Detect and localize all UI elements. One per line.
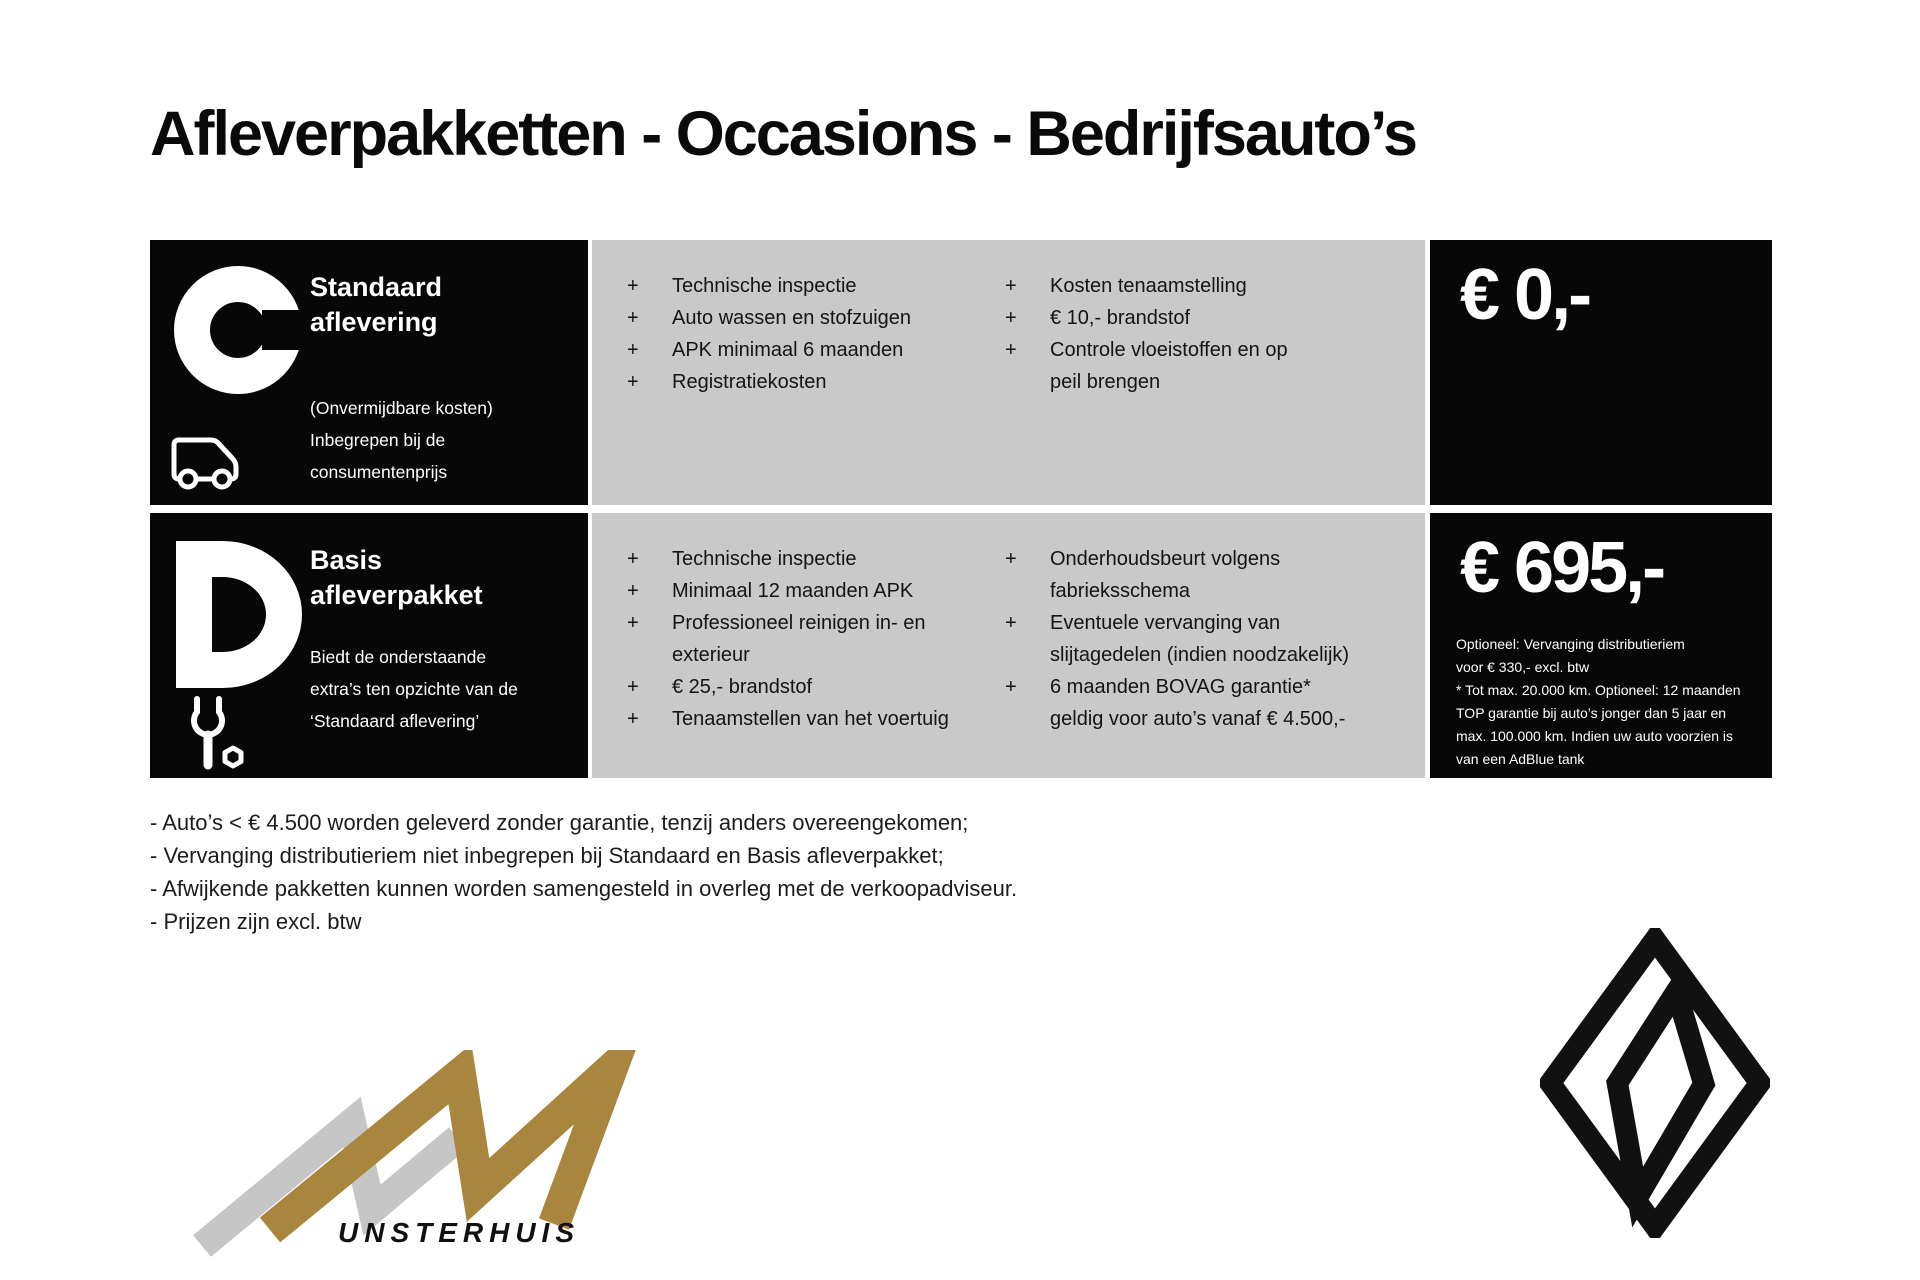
- description-line: ‘Standaard aflevering’: [310, 711, 480, 731]
- list-item: [1005, 270, 1402, 302]
- list-item: [1005, 607, 1402, 671]
- item-text: Registratiekosten: [672, 371, 827, 393]
- description-line: extra’s ten opzichte van de: [310, 679, 518, 699]
- package-row-basis: [150, 513, 1772, 778]
- package-row-standaard: [150, 240, 1772, 505]
- item-text: Kosten tenaamstelling: [1050, 275, 1247, 297]
- price-value: € 695,-: [1460, 528, 1664, 608]
- item-text: peil brengen: [1050, 371, 1161, 393]
- item-text: 6 maanden BOVAG garantie*: [1050, 676, 1311, 698]
- item-text: exterieur: [672, 644, 750, 666]
- item-text: Auto wassen en stofzuigen: [672, 307, 912, 329]
- dealer-logo-text: UNSTERHUIS: [338, 1217, 581, 1248]
- price-notes: [1456, 633, 1766, 771]
- package-items-panel: [592, 240, 1425, 505]
- list-item: [627, 543, 984, 575]
- item-text: € 10,- brandstof: [1050, 307, 1191, 329]
- price-box-basis: [1430, 513, 1772, 778]
- plus-bullet: +: [1005, 548, 1017, 570]
- list-item: [627, 575, 984, 607]
- footnote-line: - Vervanging distributieriem niet inbegrepen bij Standaard en Basis afleverpakket;: [150, 843, 944, 868]
- package-letter-c: [174, 266, 302, 394]
- item-text: Eventuele vervanging van: [1050, 612, 1281, 634]
- plus-bullet: +: [627, 708, 639, 730]
- item-text: geldig voor auto’s vanaf € 4.500,-: [1050, 708, 1346, 730]
- plus-bullet: +: [627, 275, 639, 297]
- footnotes: [150, 806, 1017, 938]
- list-item: [1005, 334, 1402, 398]
- plus-bullet: +: [1005, 339, 1017, 361]
- item-text: € 25,- brandstof: [672, 676, 813, 698]
- page-title: Afleverpakketten - Occasions - Bedrijfsauto’s: [150, 99, 1417, 169]
- description-line: Inbegrepen bij de: [310, 430, 446, 450]
- plus-bullet: +: [627, 307, 639, 329]
- package-name: Standaard aflevering: [310, 272, 443, 338]
- renault-diamond-icon: [1540, 928, 1770, 1243]
- plus-bullet: +: [1005, 676, 1017, 698]
- item-text: Professioneel reinigen in- en: [672, 612, 926, 634]
- list-item: [627, 607, 984, 671]
- list-item: [1005, 302, 1402, 334]
- item-text: fabrieksschema: [1050, 580, 1191, 602]
- price-box-standaard: [1430, 240, 1772, 505]
- wrench-icon: [176, 691, 250, 782]
- footnote-line: - Prijzen zijn excl. btw: [150, 909, 362, 934]
- item-text: Tenaamstellen van het voertuig: [672, 708, 949, 730]
- item-text: APK minimaal 6 maanden: [672, 339, 904, 361]
- list-item: [627, 703, 984, 735]
- price-note-line: * Tot max. 20.000 km. Optioneel: 12 maanden: [1456, 682, 1741, 698]
- package-name: Basis afleverpakket: [310, 545, 483, 611]
- items-column-2: [1005, 543, 1402, 735]
- package-letter-text: [210, 302, 211, 303]
- list-item: [627, 366, 984, 398]
- plus-bullet: +: [1005, 612, 1017, 634]
- price-note-line: voor € 330,- excl. btw: [1456, 659, 1590, 675]
- plus-bullet: +: [627, 612, 639, 634]
- items-column-2: [1005, 270, 1402, 398]
- items-column-1: [627, 270, 984, 398]
- package-header-standaard: [150, 240, 588, 505]
- items-column-1: [627, 543, 984, 735]
- item-text: Onderhoudsbeurt volgens: [1050, 548, 1281, 570]
- package-letter-d: [176, 541, 302, 688]
- package-letter-text: [212, 577, 213, 578]
- list-item: [627, 671, 984, 703]
- description-line: (Onvermijdbare kosten): [310, 398, 493, 418]
- package-description: [310, 392, 493, 488]
- footnote-line: - Afwijkende pakketten kunnen worden samengesteld in overleg met de verkoopadviseur.: [150, 876, 1018, 901]
- item-text: Technische inspectie: [672, 548, 857, 570]
- plus-bullet: +: [627, 676, 639, 698]
- plus-bullet: +: [1005, 275, 1017, 297]
- munsterhuis-logo: [140, 1050, 700, 1280]
- price-note-line: Optioneel: Vervanging distributieriem: [1456, 636, 1685, 652]
- item-text: Technische inspectie: [672, 275, 857, 297]
- package-description: [310, 641, 518, 737]
- description-line: Biedt de onderstaande: [310, 647, 487, 667]
- van-icon: [166, 428, 250, 497]
- item-text: Controle vloeistoffen en op: [1050, 339, 1288, 361]
- list-item: [627, 334, 984, 366]
- price-note-line: TOP garantie bij auto’s jonger dan 5 jaar en: [1456, 705, 1727, 721]
- price-value: € 0,-: [1460, 255, 1590, 335]
- item-text: Minimaal 12 maanden APK: [672, 580, 914, 602]
- price-note-line: max. 100.000 km. Indien uw auto voorzien is: [1456, 728, 1734, 744]
- plus-bullet: +: [627, 580, 639, 602]
- plus-bullet: +: [627, 339, 639, 361]
- plus-bullet: +: [1005, 307, 1017, 329]
- plus-bullet: +: [627, 548, 639, 570]
- list-item: [1005, 671, 1402, 735]
- list-item: [1005, 543, 1402, 607]
- item-text: slijtagedelen (indien noodzakelijk): [1050, 644, 1350, 666]
- list-item: [627, 302, 984, 334]
- plus-bullet: +: [627, 371, 639, 393]
- package-items-panel: [592, 513, 1425, 778]
- list-item: [627, 270, 984, 302]
- price-note-line: van een AdBlue tank: [1456, 751, 1585, 767]
- footnote-line: - Auto’s < € 4.500 worden geleverd zonder garantie, tenzij anders overeengekomen;: [150, 810, 969, 835]
- description-line: consumentenprijs: [310, 462, 448, 482]
- package-header-basis: [150, 513, 588, 778]
